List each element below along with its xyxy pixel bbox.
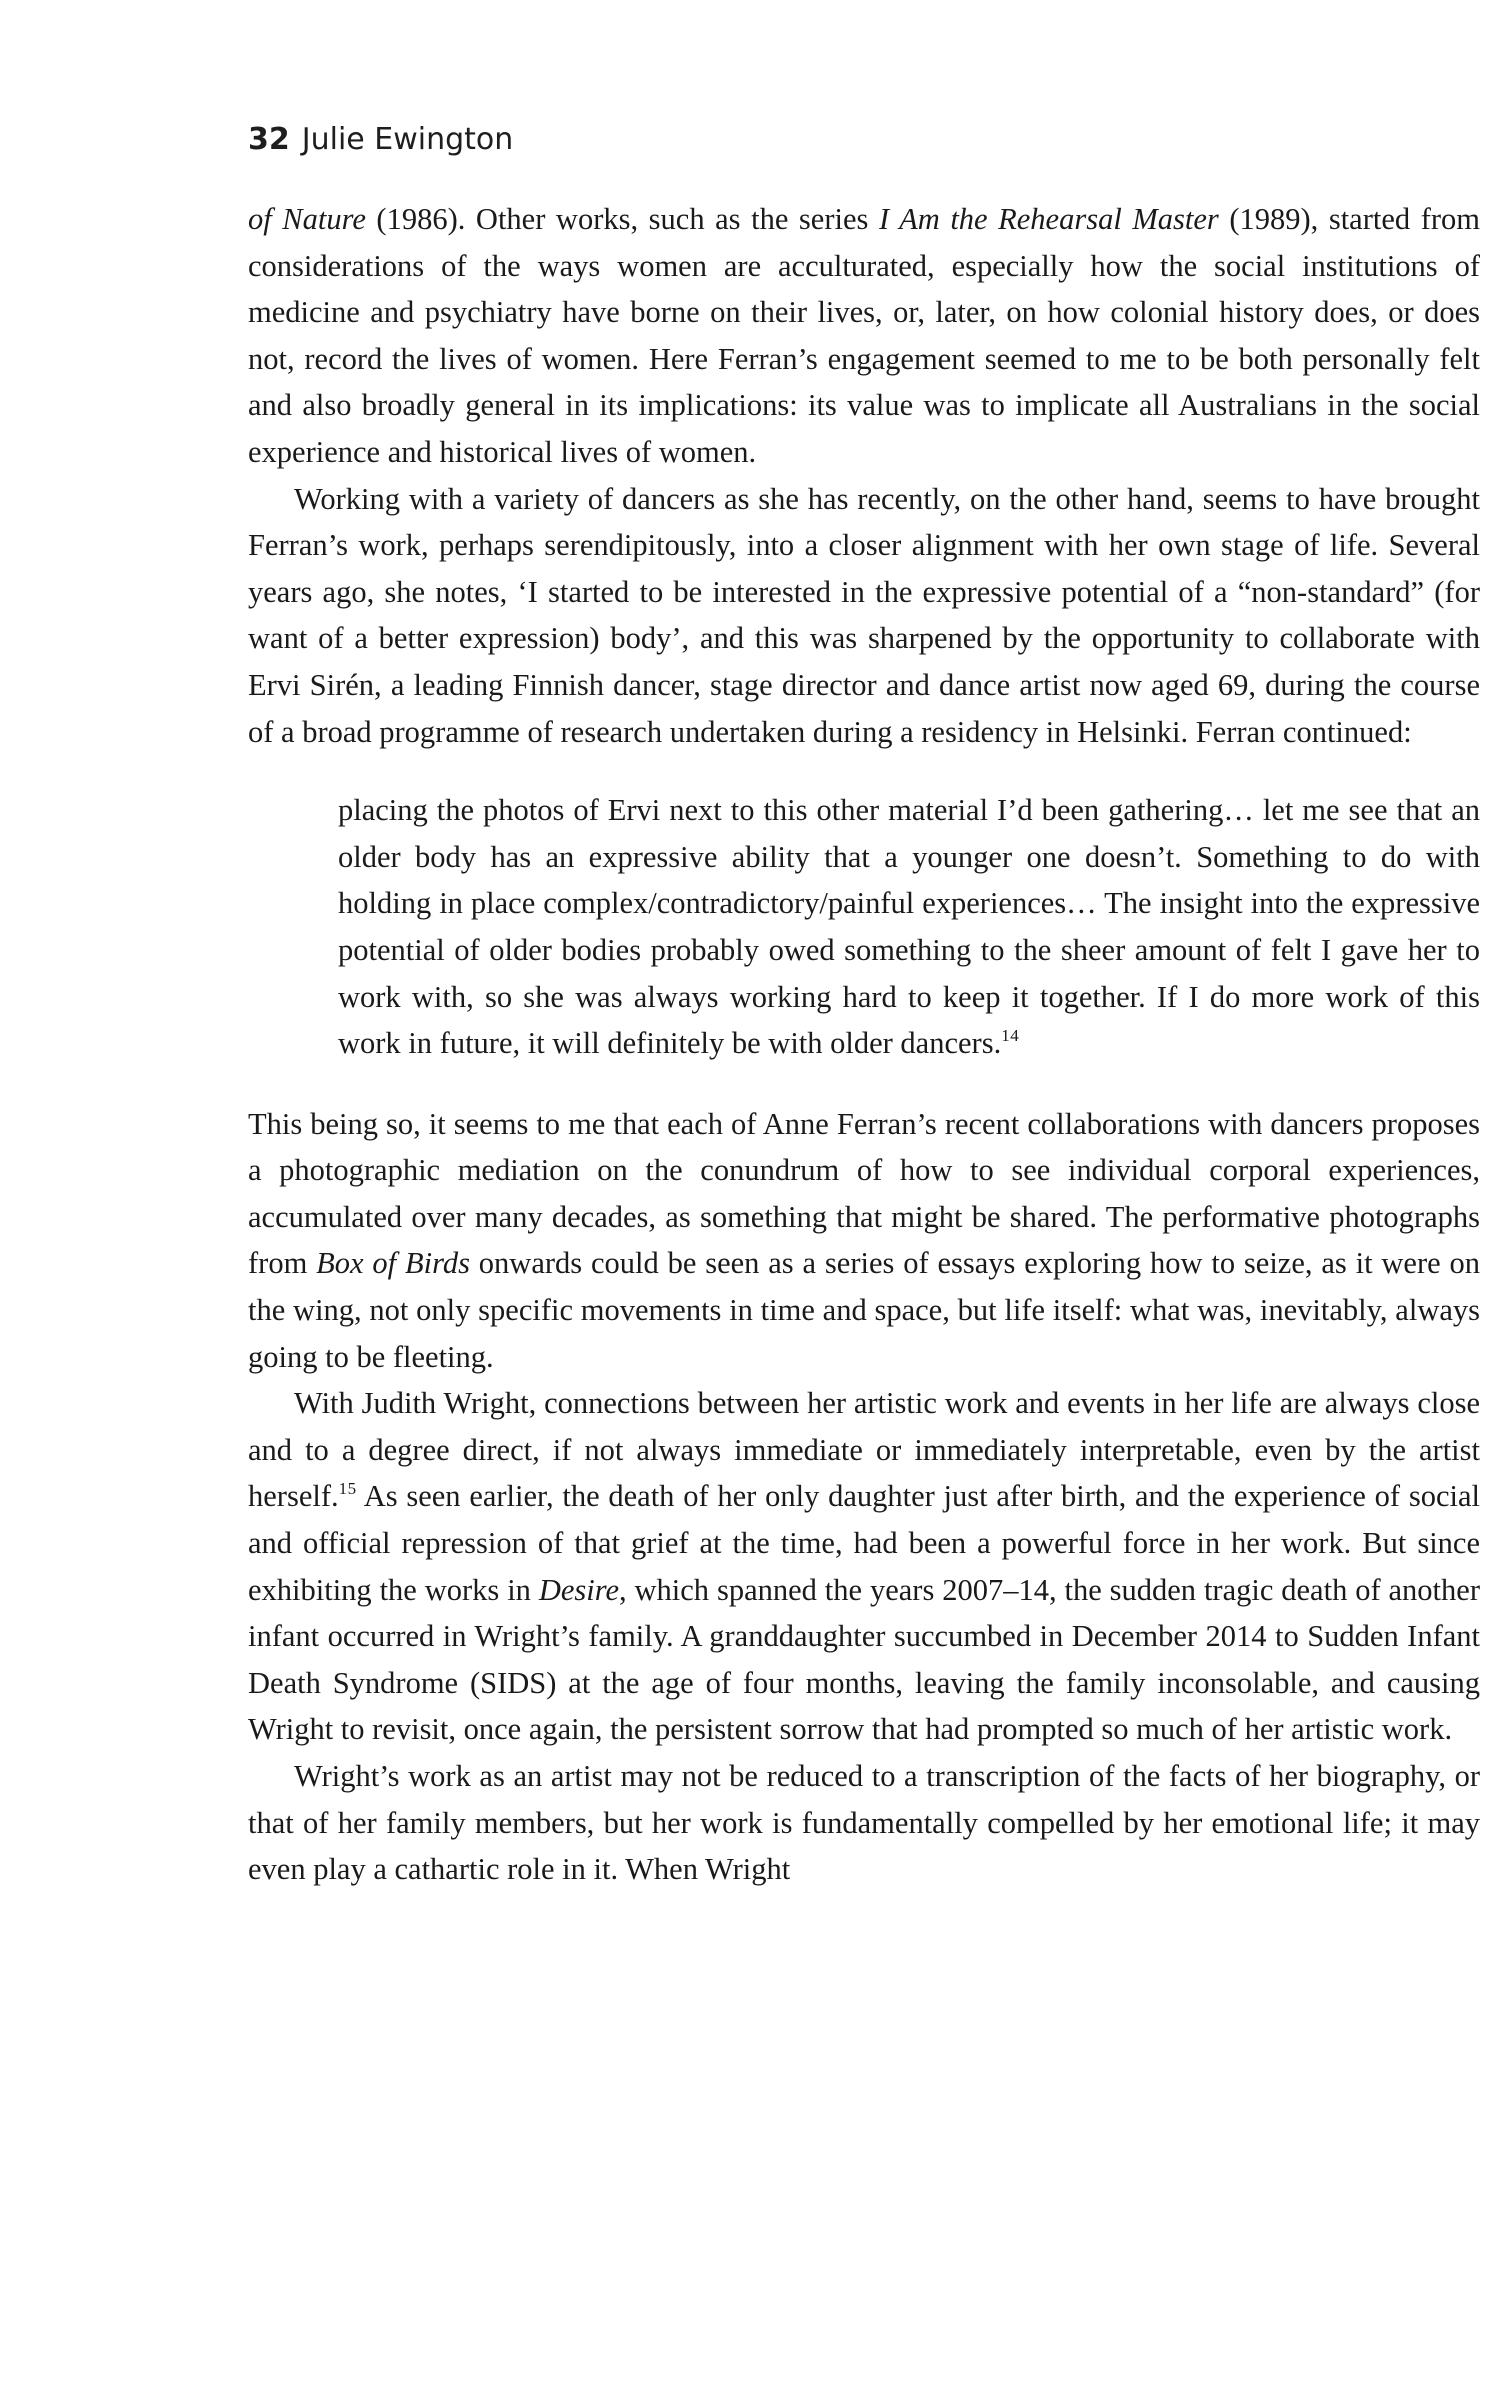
- footnote-marker: 15: [338, 1479, 357, 1499]
- paragraph-2: Working with a variety of dancers as she has recently, on the other hand, seems to have brought Ferran’s work, perhaps serendipitously, into a closer alignment with her own stage of life. Several years ago, she notes, ‘I started to be interested in the expressive potential of a “non-standard” (for want of a better expression) body’, and this was sharpened by the opportunity to collaborate with Ervi Sirén, a leading Finnish dancer, stage director and dance artist now aged 69, during the course of a broad programme of research undertaken during a residency in Helsinki. Ferran continued:: [248, 481, 1480, 749]
- running-head-author: Julie Ewington: [301, 122, 514, 157]
- italic-title: I Am the Rehearsal Master: [878, 202, 1219, 236]
- paragraph-5: Wright’s work as an artist may not be reduced to a transcription of the facts of her biography, or that of her family members, but her work is fundamentally compelled by her emotional life; it may even play a cathartic role in it. When Wright: [248, 1759, 1480, 1887]
- italic-title: Desire: [538, 1572, 619, 1607]
- italic-title: of Nature: [248, 202, 366, 236]
- body-text: [248, 196, 1480, 1893]
- italic-title: Box of Birds: [316, 1246, 470, 1281]
- running-head: [248, 120, 513, 160]
- paragraph-1: of Nature (1986). Other works, such as the series I Am the Rehearsal Master (1989), started from considerations of the ways women are acculturated, especially how the social institutions of medicine and psychiatry have borne on their lives, or, later, on how colonial history does, or does not, record the lives of women. Here Ferran’s engagement seemed to me to be both personally felt and also broadly general in its implications: its value was to implicate all Australians in the social experience and historical lives of women.: [248, 202, 1480, 469]
- block-quote: [338, 787, 1480, 1067]
- block-quote-text: placing the photos of Ervi next to this other material I’d been gathering… let me see that an older body has an expressive ability that a younger one doesn’t. Something to do with holding in place complex/contradictory/​painful experiences… The insight into the expressive potential of older bodies probably owed something to the sheer amount of felt I gave her to work with, so she was always working hard to keep it together. If I do more work of this work in future, it will definitely be with older dancers.$^{14}$: [338, 793, 1480, 1061]
- footnote-marker: 14: [1001, 1026, 1020, 1046]
- paragraph-3: This being so, it seems to me that each of Anne Ferran’s recent collaborations with dancers proposes a photographic mediation on the conundrum of how to see individual corporal experiences, accumulated over many decades, as something that might be shared. The performative photographs from Box of Birds onwards could be seen as a series of essays exploring how to seize, as it were on the wing, not only specific movements in time and space, but life itself: what was, inevitably, always going to be fleeting.: [248, 1106, 1480, 1374]
- book-page: [248, 120, 1480, 2360]
- paragraph-4: With Judith Wright, connections between her artistic work and events in her life are always close and to a degree direct, if not always immediate or immediately interpretable, even by the artist herself.$^{15}$ As seen earlier, the death of her only daughter just after birth, and the experience of social and official repression of that grief at the time, had been a powerful force in her work. But since exhibiting the works in Desire, which spanned the years 2007–14, the sudden tragic death of another infant occurred in Wright’s family. A granddaughter succumbed in December 2014 to Sudden Infant Death Syndrome (SIDS) at the age of four months, leaving the family inconsolable, and causing Wright to revisit, once again, the persistent sorrow that had prompted so much of her artistic work.: [248, 1386, 1480, 1747]
- page-number: 32: [248, 122, 290, 157]
